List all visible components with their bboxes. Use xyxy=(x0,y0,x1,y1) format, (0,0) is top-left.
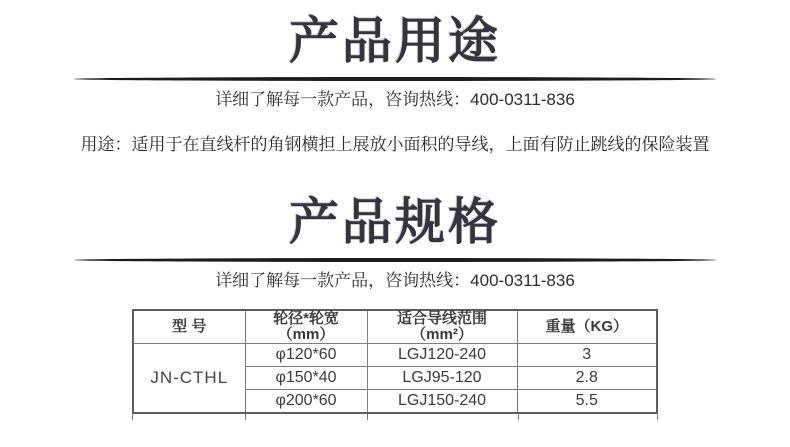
table-row xyxy=(133,344,657,367)
usage-description: 用途：适用于在直线杆的角钢横担上展放小面积的导线，上面有防止跳线的保险装置 xyxy=(80,135,710,154)
table-cropped-row-stubs xyxy=(132,414,658,420)
col-header-wire-range: 适合导线范围（mm²） xyxy=(367,310,517,344)
col-header-model: 型 号 xyxy=(133,310,245,344)
wheel-size-cell: φ120*60 xyxy=(245,344,367,367)
model-cell: JN-CTHL xyxy=(133,344,245,413)
spec-table-header-row xyxy=(133,310,657,344)
weight-cell: 5.5 xyxy=(517,390,657,413)
wire-range-cell: LGJ150-240 xyxy=(367,390,517,413)
wheel-size-cell: φ200*60 xyxy=(245,390,367,413)
spec-section xyxy=(0,191,790,420)
col-header-weight: 重量（KG） xyxy=(517,310,657,344)
col-header-wheel-size: 轮径*轮宽（mm） xyxy=(245,310,367,344)
spec-hotline-text: 详细了解每一款产品，咨询热线：400-0311-836 xyxy=(215,271,575,290)
usage-section-title: 产品用途 xyxy=(289,13,501,69)
spec-section-title: 产品规格 xyxy=(289,194,501,250)
wire-range-cell: LGJ95-120 xyxy=(367,367,517,390)
wire-range-cell: LGJ120-240 xyxy=(367,344,517,367)
spec-divider-line xyxy=(74,258,716,262)
stub-rule xyxy=(245,414,367,420)
stub-rule xyxy=(132,414,245,420)
stub-rule xyxy=(367,414,518,420)
weight-cell: 2.8 xyxy=(517,367,657,390)
wheel-size-cell: φ150*40 xyxy=(245,367,367,390)
spec-table xyxy=(132,309,658,414)
weight-cell: 3 xyxy=(517,344,657,367)
stub-rule xyxy=(518,414,658,420)
usage-section xyxy=(0,10,790,155)
product-detail-page xyxy=(0,10,790,420)
usage-hotline-text: 详细了解每一款产品，咨询热线：400-0311-836 xyxy=(215,90,575,109)
usage-divider-line xyxy=(74,77,716,81)
